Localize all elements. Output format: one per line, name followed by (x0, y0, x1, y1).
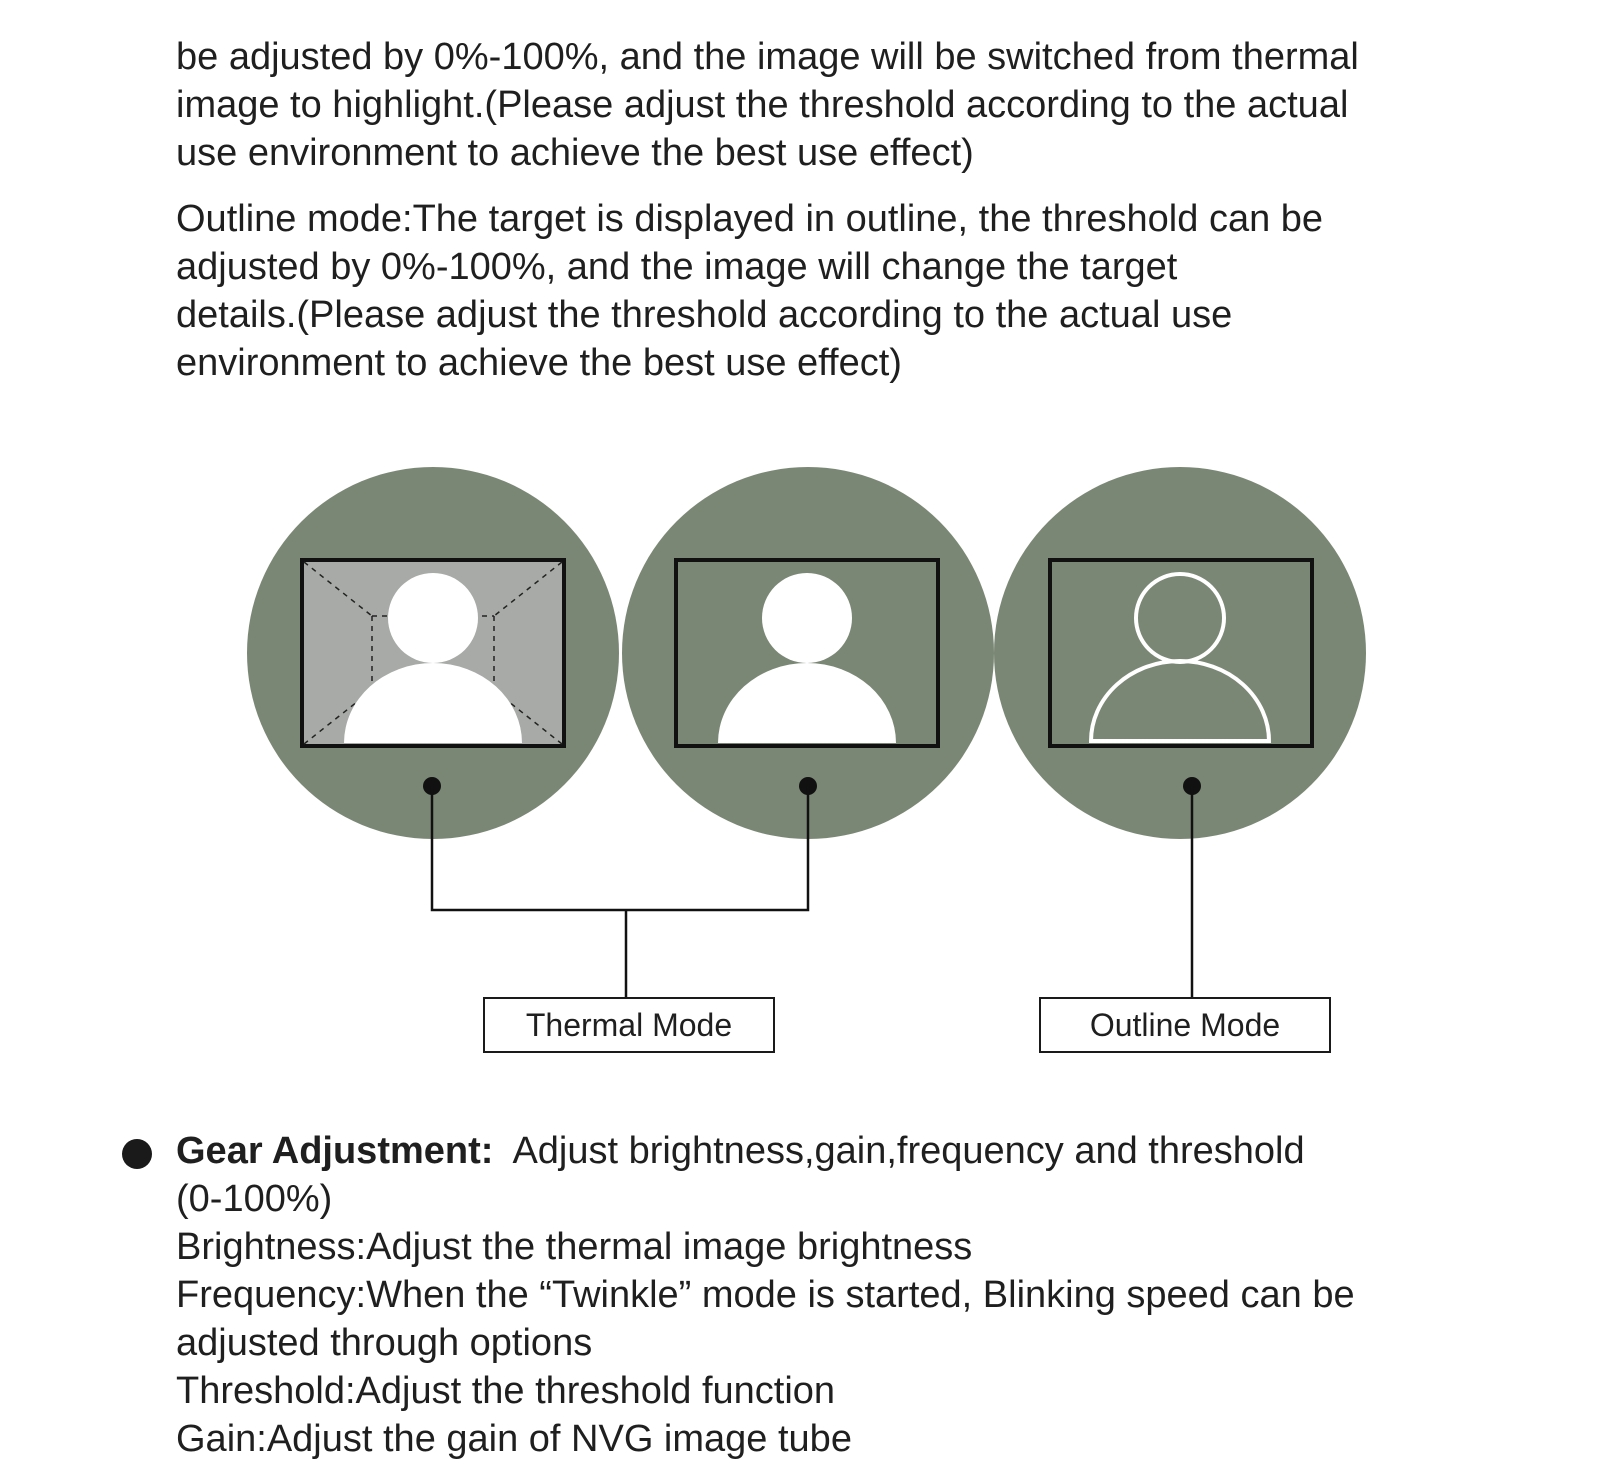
bullet-icon (122, 1139, 152, 1169)
gear-range: (0-100%) (176, 1178, 333, 1220)
gear-title: Gear Adjustment: (176, 1130, 494, 1172)
thermal-view-panel (676, 560, 938, 746)
gear-frequency: Frequency:When the “Twinkle” mode is started, Blinking speed can be adjusted through options (176, 1274, 1355, 1364)
gear-brightness: Brightness:Adjust the thermal image brightness (176, 1226, 973, 1268)
thermal-mode-label: Thermal Mode (483, 997, 775, 1053)
gear-adjustment-text (176, 1127, 1476, 1463)
intro-paragraph-highlight: be adjusted by 0%-100%, and the image will be switched from thermal image to highlight.(Please adjust the threshold according to the actual use environment to achieve the best use effect) (176, 36, 1359, 174)
gear-threshold: Threshold:Adjust the threshold function (176, 1370, 836, 1412)
outline-view-panel (1050, 560, 1312, 746)
outline-mode-label: Outline Mode (1039, 997, 1331, 1053)
gear-summary: Adjust brightness,gain,frequency and threshold (512, 1130, 1305, 1172)
gear-gain: Gain:Adjust the gain of NVG image tube (176, 1418, 852, 1460)
highlight-view-panel (302, 560, 564, 746)
intro-paragraph-outline: Outline mode:The target is displayed in outline, the threshold can be adjusted by 0%-100%, and the image will change the target details.(Please adjust the threshold according to the actual use environment to achieve the best use effect) (176, 198, 1324, 384)
gear-heading-line (176, 1127, 1476, 1175)
